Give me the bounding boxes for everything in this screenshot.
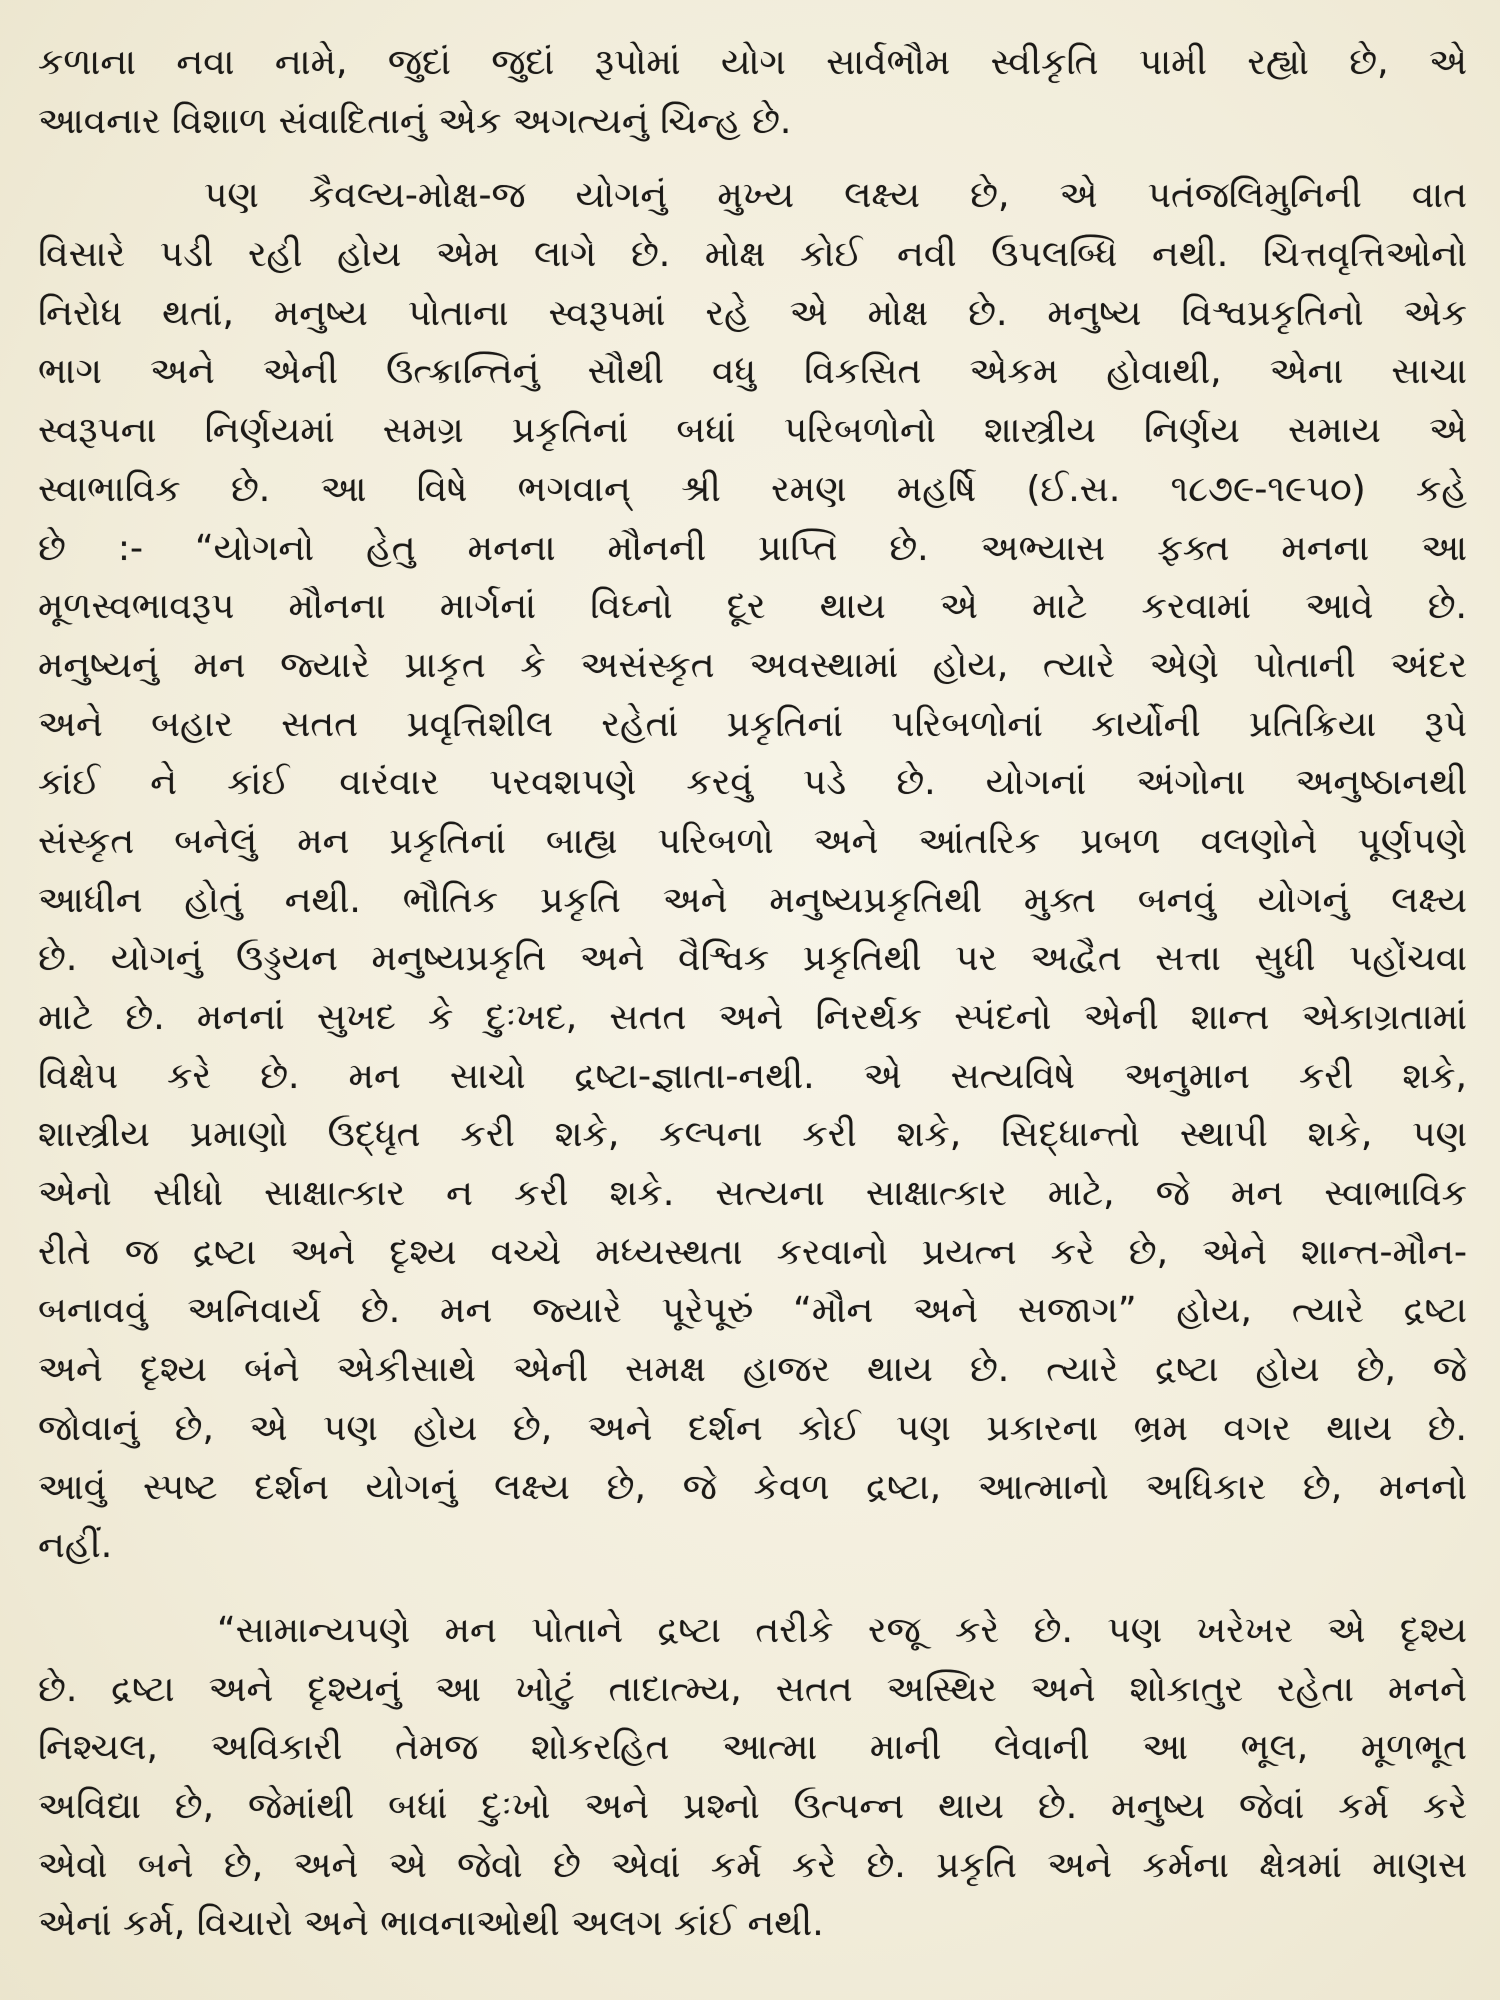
text-line: અને બહાર સતત પ્રવૃત્તિશીલ રહેતાં પ્રકૃતિનાં પરિબળોનાં કાર્યોની પ્રતિક્રિયા રૂપે <box>38 703 1467 745</box>
text-line: આવું સ્પષ્ટ દર્શન યોગનું લક્ષ્ય છે, જે કેવળ દ્રષ્ટા, આત્માનો અધિકાર છે, મનનો <box>38 1466 1467 1508</box>
paragraph <box>38 1602 1467 1954</box>
text-line: નહીં. <box>38 1525 113 1567</box>
paragraph <box>38 167 1467 1576</box>
text-line: આવનાર વિશાળ સંવાદિતાનું એક અગત્યનું ચિન્હ છે. <box>38 100 792 142</box>
text-line: અવિદ્યા છે, જેમાંથી બધાં દુઃખો અને પ્રશ્નો ઉત્પન્ન થાય છે. મનુષ્ય જેવાં કર્મ કરે <box>38 1785 1467 1827</box>
text-line: વિસારે પડી રહી હોય એમ લાગે છે. મોક્ષ કોઈ નવી ઉપલબ્ધિ નથી. ચિત્તવૃત્તિઓનો <box>38 234 1467 276</box>
text-line: જોવાનું છે, એ પણ હોય છે, અને દર્શન કોઈ પણ પ્રકારના ભ્રમ વગર થાય છે. <box>38 1407 1467 1449</box>
text-line: એનાં કર્મ, વિચારો અને ભાવનાઓથી અલગ કાંઈ નથી. <box>38 1903 824 1945</box>
paragraph <box>38 34 1467 151</box>
text-line: એનો સીધો સાક્ષાત્કાર ન કરી શકે. સત્યના સાક્ષાત્કાર માટે, જે મન સ્વાભાવિક <box>38 1173 1467 1215</box>
text-line: છે. યોગનું ઉડ્ડયન મનુષ્યપ્રકૃતિ અને વૈશ્વિક પ્રકૃતિથી પર અદ્વૈત સત્તા સુધી પહોંચવા <box>38 938 1467 980</box>
text-line: છે. દ્રષ્ટા અને દૃશ્યનું આ ખોટું તાદાત્મ્ય, સતત અસ્થિર અને શોકાતુર રહેતા મનને <box>38 1668 1467 1710</box>
text-line: કાંઈ ને કાંઈ વારંવાર પરવશપણે કરવું પડે છે. યોગનાં અંગોના અનુષ્ઠાનથી <box>38 762 1467 804</box>
text-line: પણ કૈવલ્ય-મોક્ષ-જ યોગનું મુખ્ય લક્ષ્ય છે, એ પતંજલિમુનિની વાત <box>204 175 1467 217</box>
text-line: માટે છે. મનનાં સુખદ કે દુઃખદ, સતત અને નિરર્થક સ્પંદનો એની શાન્ત એકાગ્રતામાં <box>38 997 1467 1038</box>
text-line: મૂળસ્વભાવરૂપ મૌનના માર્ગનાં વિઘ્નો દૂર થાય એ માટે કરવામાં આવે છે. <box>38 586 1467 628</box>
text-line: મનુષ્યનું મન જ્યારે પ્રાકૃત કે અસંસ્કૃત અવસ્થામાં હોય, ત્યારે એણે પોતાની અંદર <box>38 644 1467 686</box>
text-line: કળાના નવા નામે, જુદાં જુદાં રૂપોમાં યોગ સાર્વભૌમ સ્વીકૃતિ પામી રહ્યો છે, એ <box>38 42 1467 83</box>
text-line: સંસ્કૃત બનેલું મન પ્રકૃતિનાં બાહ્ય પરિબળો અને આંતરિક પ્રબળ વલણોને પૂર્ણપણે <box>38 820 1467 862</box>
text-line: વિક્ષેપ કરે છે. મન સાચો દ્રષ્ટા-જ્ઞાતા-નથી. એ સત્યવિષે અનુમાન કરી શકે, <box>38 1055 1467 1097</box>
text-line: રીતે જ દ્રષ્ટા અને દૃશ્ય વચ્ચે મધ્યસ્થતા કરવાનો પ્રયત્ન કરે છે, એને શાન્ત-મૌન- <box>38 1231 1467 1273</box>
text-line: “સામાન્યપણે મન પોતાને દ્રષ્ટા તરીકે રજૂ કરે છે. પણ ખરેખર એ દૃશ્ય <box>217 1609 1467 1651</box>
text-line: છે :- “યોગનો હેતુ મનના મૌનની પ્રાપ્તિ છે. અભ્યાસ ફક્ત મનના આ <box>38 527 1467 569</box>
text-line: સ્વાભાવિક છે. આ વિષે ભગવાન્ શ્રી રમણ મહર્ષિ (ઈ.સ. ૧૮૭૯-૧૯૫૦) કહે <box>38 468 1467 510</box>
text-line: આધીન હોતું નથી. ભૌતિક પ્રકૃતિ અને મનુષ્યપ્રકૃતિથી મુક્ત બનવું યોગનું લક્ષ્ય <box>38 879 1467 921</box>
text-line: નિશ્ચલ, અવિકારી તેમજ શોકરહિત આત્મા માની લેવાની આ ભૂલ, મૂળભૂત <box>38 1727 1467 1769</box>
text-line: બનાવવું અનિવાર્ય છે. મન જ્યારે પૂરેપૂરું “મૌન અને સજાગ” હોય, ત્યારે દ્રષ્ટા <box>38 1290 1467 1332</box>
text-line: એવો બને છે, અને એ જેવો છે એવાં કર્મ કરે છે. પ્રકૃતિ અને કર્મના ક્ષેત્રમાં માણસ <box>38 1844 1467 1886</box>
text-line: અને દૃશ્ય બંને એકીસાથે એની સમક્ષ હાજર થાય છે. ત્યારે દ્રષ્ટા હોય છે, જે <box>38 1349 1467 1391</box>
text-line: ભાગ અને એની ઉત્ક્રાન્તિનું સૌથી વધુ વિકસિત એકમ હોવાથી, એના સાચા <box>38 351 1467 393</box>
text-line: નિરોધ થતાં, મનુષ્ય પોતાના સ્વરૂપમાં રહે એ મોક્ષ છે. મનુષ્ય વિશ્વપ્રકૃતિનો એક <box>38 292 1467 334</box>
text-line: શાસ્ત્રીય પ્રમાણો ઉદ્ધૃત કરી શકે, કલ્પના કરી શકે, સિદ્ધાન્તો સ્થાપી શકે, પણ <box>38 1114 1467 1156</box>
text-line: સ્વરૂપના નિર્ણયમાં સમગ્ર પ્રકૃતિનાં બધાં પરિબળોનો શાસ્ત્રીય નિર્ણય સમાય એ <box>38 410 1467 452</box>
